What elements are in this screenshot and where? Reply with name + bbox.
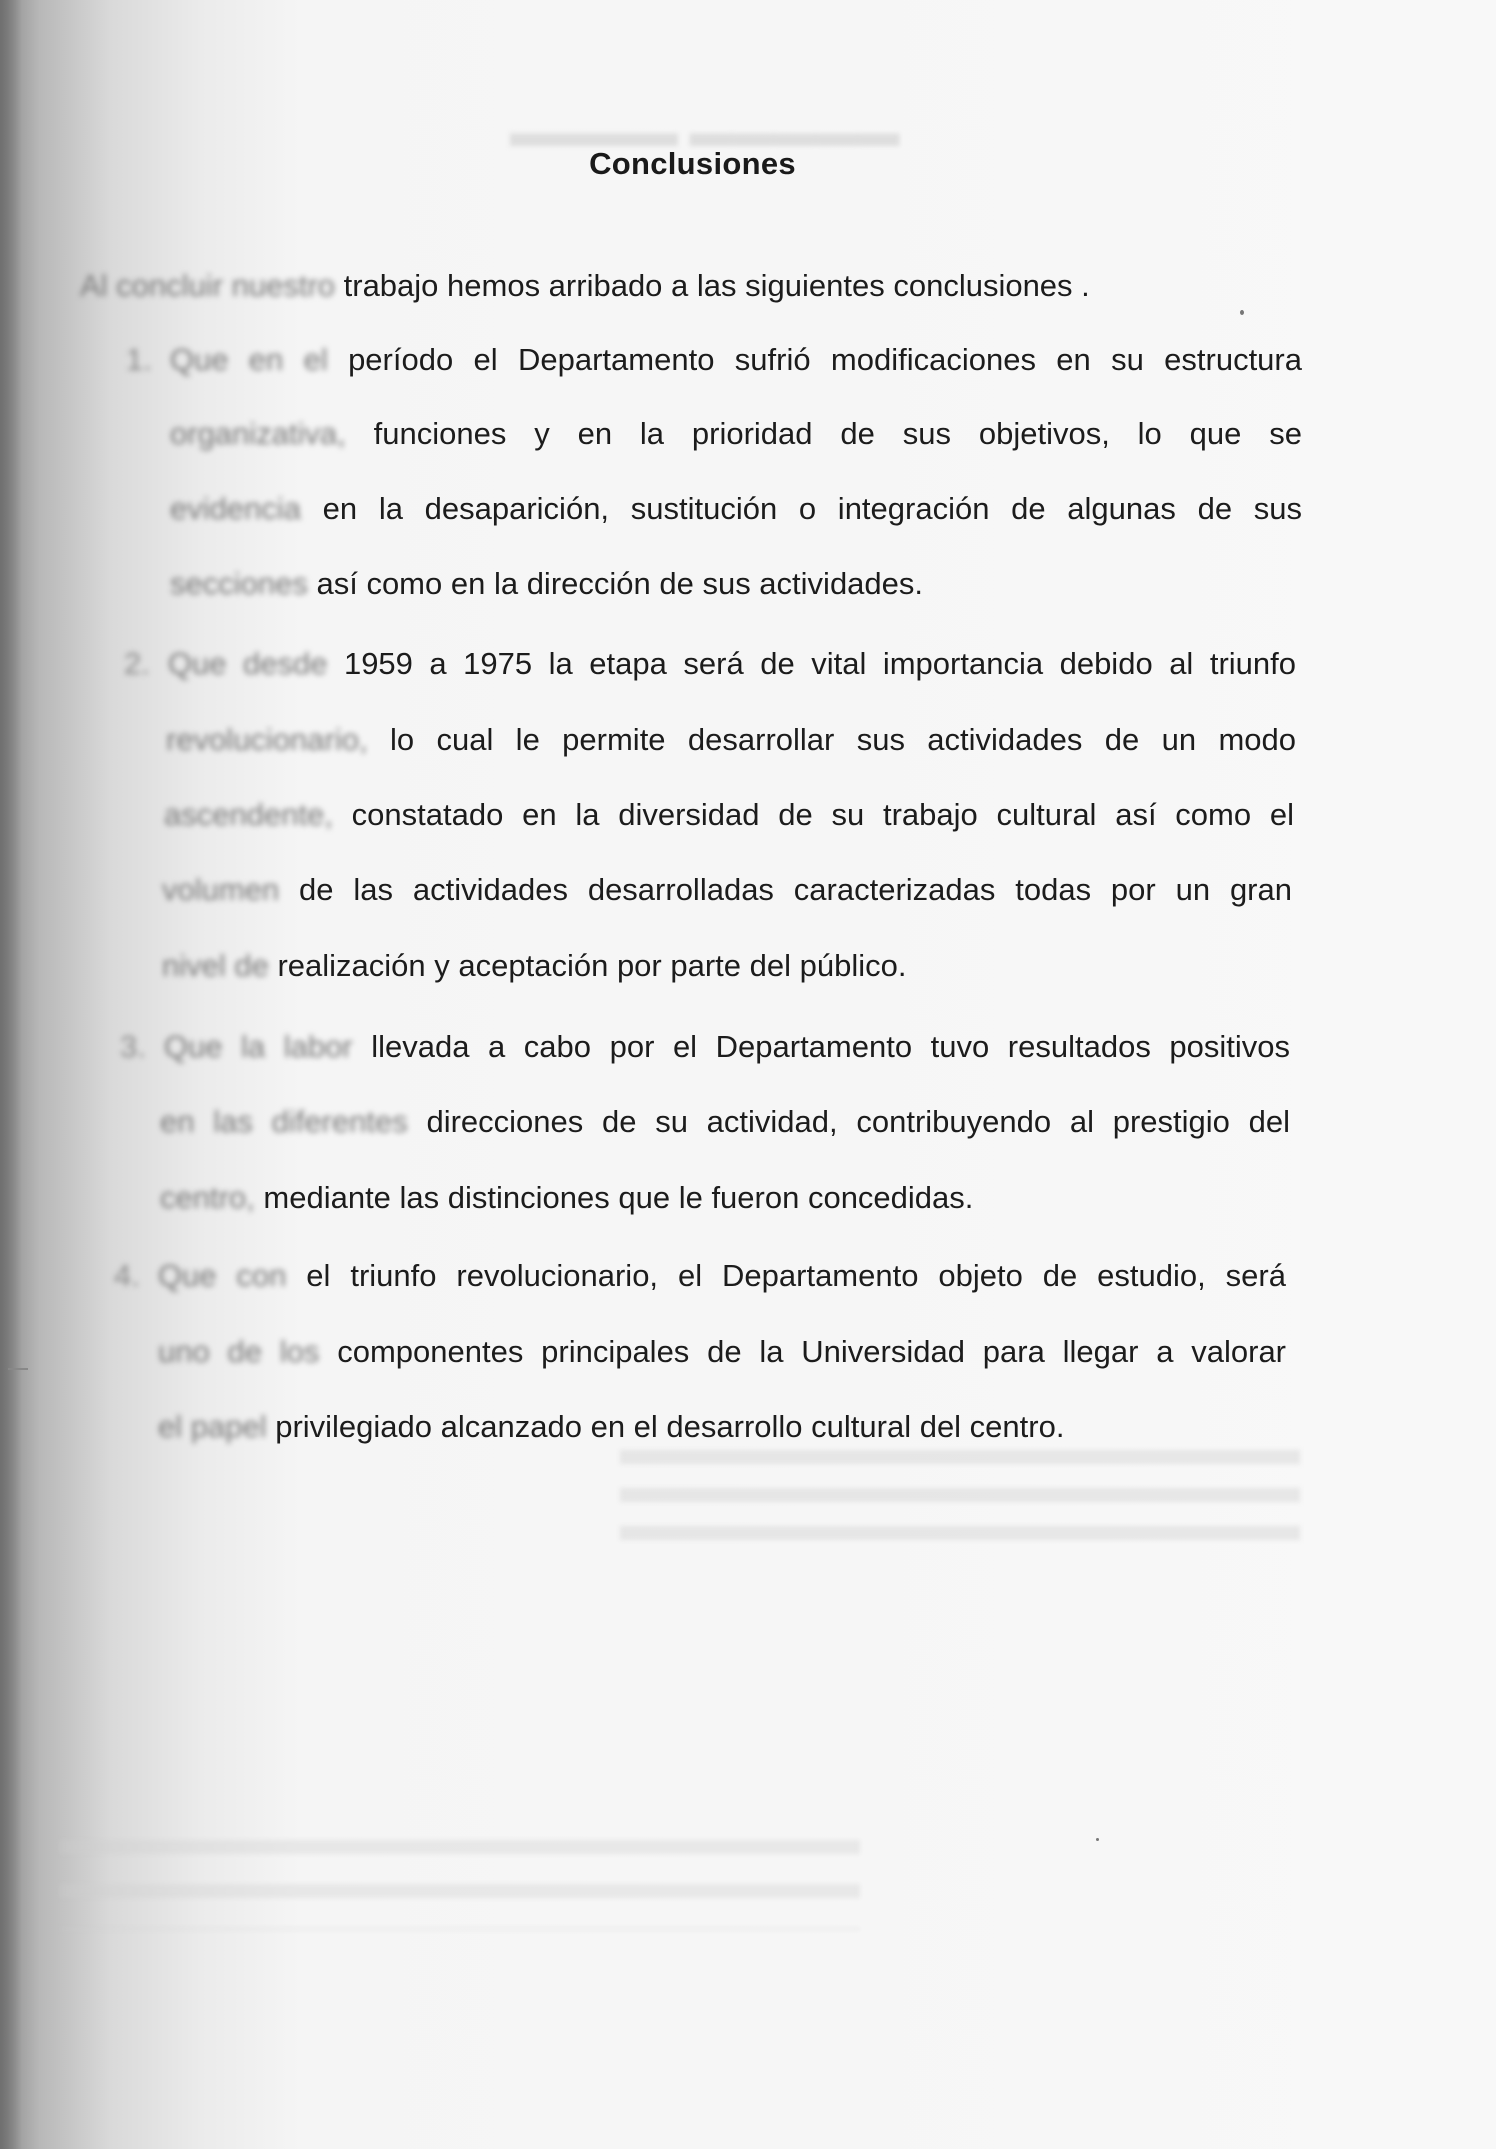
list-item-3-line-1: 3. Que la labor llevada a cabo por el Departamento tuvo resultados positivos	[120, 1029, 1290, 1064]
list-item-number: 3.	[120, 1029, 146, 1064]
list-item-2-line-1: 2. Que desde 1959 a 1975 la etapa será de vital importancia debido al triunfo	[124, 646, 1296, 681]
list-item-4-line-2: uno de los componentes principales de la Universidad para llegar a valorar	[158, 1334, 1287, 1369]
list-item-number: 1.	[126, 342, 152, 377]
list-item-2-line-5: nivel de realización y aceptación por parte del público.	[162, 948, 907, 983]
intro-blurred-text: Al concluir nuestro	[80, 268, 336, 303]
bleed-through-mark	[60, 1840, 860, 1930]
page-title: Conclusiones	[589, 146, 796, 181]
list-item-1-line-4: secciones así como en la dirección de sus actividades.	[170, 566, 924, 601]
scan-edge-shadow	[0, 0, 22, 2149]
list-item-3-line-2: en las diferentes direcciones de su actividad, contribuyendo al prestigio del	[160, 1104, 1290, 1139]
list-item-2-line-3: ascendente, constatado en la diversidad de su trabajo cultural así como el	[164, 797, 1294, 832]
list-item-2-line-4: volumen de las actividades desarrolladas caracterizadas todas por un gran	[162, 872, 1292, 907]
bleed-through-mark	[620, 1450, 1300, 1560]
list-item-4-line-1: 4. Que con el triunfo revolucionario, el Departamento objeto de estudio, será	[114, 1258, 1286, 1293]
list-item-number: 2.	[124, 646, 150, 681]
list-item-3-line-3: centro, mediante las distinciones que le fueron concedidas.	[160, 1180, 974, 1215]
list-item-4-line-3: el papel privilegiado alcanzado en el desarrollo cultural del centro.	[158, 1409, 1065, 1444]
intro-visible-text: trabajo hemos arribado a las siguientes conclusiones .	[335, 268, 1090, 303]
scan-speck	[1240, 310, 1244, 315]
list-item-1-line-3: evidencia en la desaparición, sustitución o integración de algunas de sus	[170, 491, 1302, 526]
list-item-1-line-1: 1. Que en el período el Departamento sufrió modificaciones en su estructura	[126, 342, 1302, 377]
list-item-1-line-2: organizativa, funciones y en la prioridad de sus objetivos, lo que se	[170, 416, 1302, 451]
bleed-through-mark: ▬▬▬▬ ▬▬▬▬▬	[510, 108, 900, 155]
scan-mark	[8, 1368, 28, 1370]
intro-paragraph	[80, 268, 1090, 304]
list-item-2-line-2: revolucionario, lo cual le permite desarrollar sus actividades de un modo	[166, 722, 1296, 757]
scan-speck	[1096, 1838, 1099, 1841]
list-item-number: 4.	[114, 1258, 140, 1293]
